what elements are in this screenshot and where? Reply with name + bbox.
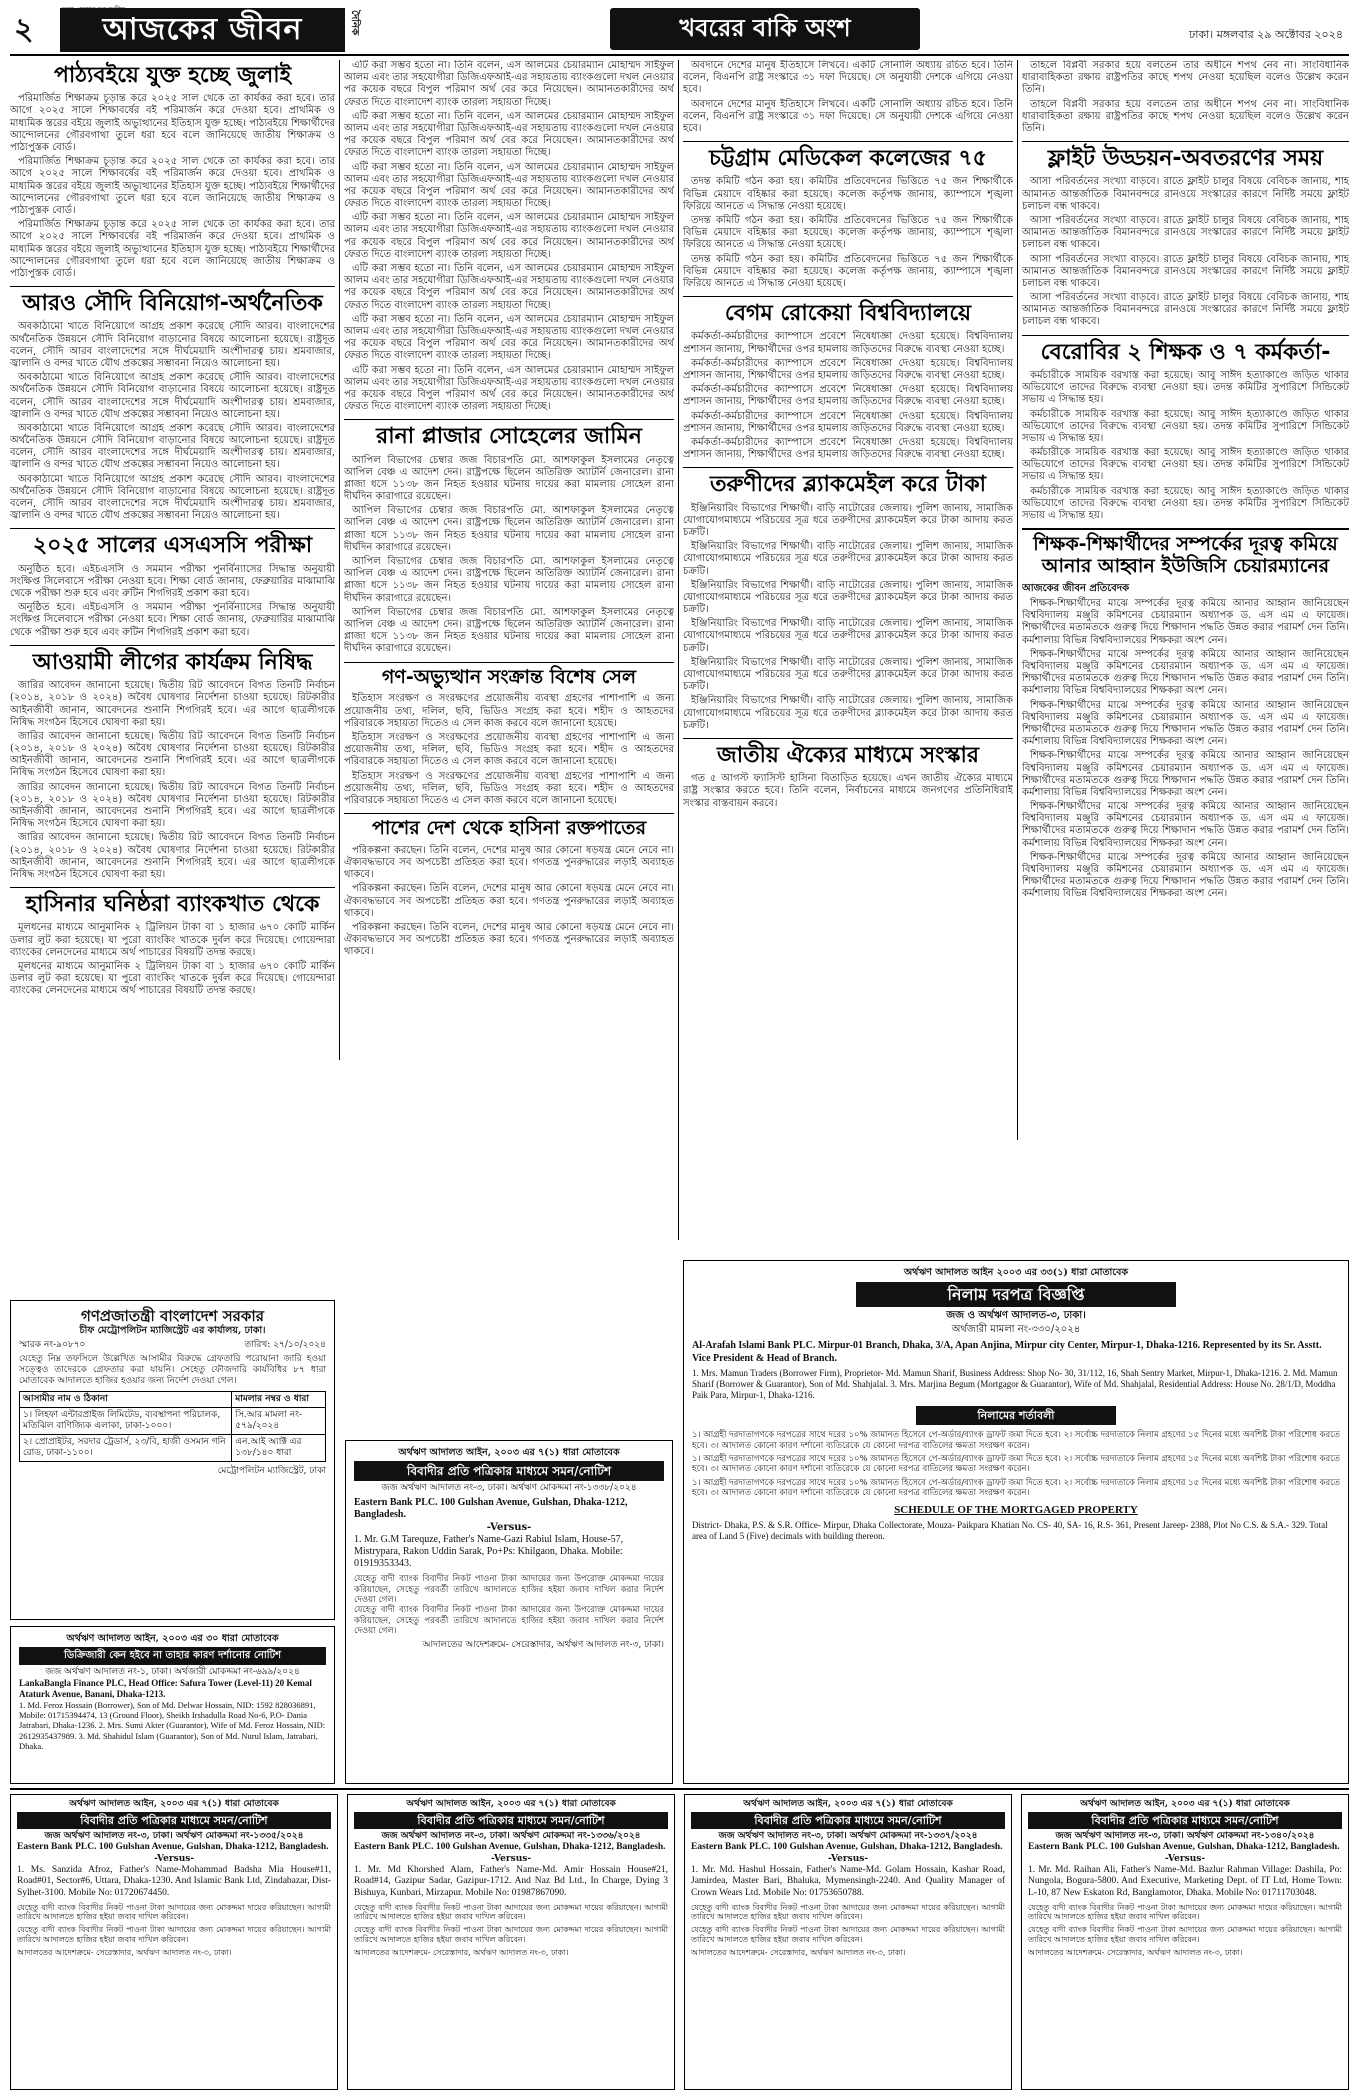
plaintiff: Eastern Bank PLC. 100 Gulshan Avenue, Gulshan, Dhaka-1212, Bangladesh.: [691, 1842, 1003, 1853]
article-body: পরিমার্জিত শিক্ষাক্রম চূড়ান্ত করে ২০২৫ সাল থেকে তা কার্যকর করা হবে। তার আগে ২০২৫ সালে শিক্ষাবর্ষের বই পরিমার্জন করে দেওয়া হবে। প্রাথমিক ও মাধ্যমিক স্তরের বইয়ে জুলাই অভ্যুত্থানের ইতিহাস যুক্ত হচ্ছে। পাঠ্যবইয়ে শিক্ষার্থীদের আন্দোলনের গৌরবগাথা তুলে ধরা হবে বলে জানিয়েছে জাতীয় শিক্ষাক্রম ও পাঠ্যপুস্তক বোর্ড। পরিমার্জিত শিক্ষাক্রম চূড়ান্ত করে ২০২৫ সাল থেকে তা কার্যকর করা হবে। তার আগে ২০২৫ সালে শিক্ষাবর্ষের বই পরিমার্জন করে দেওয়া হবে। প্রাথমিক ও মাধ্যমিক স্তরের বইয়ে জুলাই অভ্যুত্থানের ইতিহাস যুক্ত হচ্ছে। পাঠ্যবইয়ে শিক্ষার্থীদের আন্দোলনের গৌরবগাথা তুলে ধরা হবে বলে জানিয়েছে জাতীয় শিক্ষাক্রম ও পাঠ্যপুস্তক বোর্ড। পরিমার্জিত শিক্ষাক্রম চূড়ান্ত করে ২০২৫ সাল থেকে তা কার্যকর করা হবে। তার আগে ২০২৫ সালে শিক্ষাবর্ষের বই পরিমার্জন করে দেওয়া হবে। প্রাথমিক ও মাধ্যমিক স্তরের বইয়ে জুলাই অভ্যুত্থানের ইতিহাস যুক্ত হচ্ছে। পাঠ্যবইয়ে শিক্ষার্থীদের আন্দোলনের গৌরবগাথা তুলে ধরা হবে বলে জানিয়েছে জাতীয় শিক্ষাক্রম ও পাঠ্যপুস্তক বোর্ড।: [10, 93, 335, 279]
lankabangla-notice: [10, 1626, 335, 1784]
notice-law: অর্থঋণ আদালত আইন, ২০০৩ এর ৭(১) ধারা মোতাবেক: [398, 1447, 620, 1458]
headline: পাশের দেশ থেকে হাসিনা রক্তপাতের: [371, 817, 647, 840]
versus: -Versus-: [1164, 1853, 1206, 1864]
notice-date: তারিখ: ২৭/১০/২০২৪: [244, 1339, 326, 1350]
notice-law: অর্থঋণ আদালত আইন, ২০০৩ এর ৩০ ধারা মোতাবেক: [66, 1633, 279, 1644]
notice-title: নিলাম দরপত্র বিজ্ঞপ্তি: [856, 1282, 1176, 1308]
article: [683, 301, 1013, 461]
article: [344, 60, 674, 413]
table-header: আসামীর নাম ও ঠিকানা: [20, 1391, 232, 1407]
article-body: ইতিহাস সংরক্ষণ ও সংরক্ষণের প্রয়োজনীয় ব্যবস্থা গ্রহণের পাশাপাশি এ জন্য প্রয়োজনীয় তথ্য, দলিল, ছবি, ভিডিও সংগ্রহ করা হবে। শহীদ ও আহতদের পরিবারকে সহায়তা দিতেও এ সেল কাজ করবে বলে জানানো হয়েছে। ইতিহাস সংরক্ষণ ও সংরক্ষণের প্রয়োজনীয় ব্যবস্থা গ্রহণের পাশাপাশি এ জন্য প্রয়োজনীয় তথ্য, দলিল, ছবি, ভিডিও সংগ্রহ করা হবে। শহীদ ও আহতদের পরিবারকে সহায়তা দিতেও এ সেল কাজ করবে বলে জানানো হয়েছে। ইতিহাস সংরক্ষণ ও সংরক্ষণের প্রয়োজনীয় ব্যবস্থা গ্রহণের পাশাপাশি এ জন্য প্রয়োজনীয় তথ্য, দলিল, ছবি, ভিডিও সংগ্রহ করা হবে। শহীদ ও আহতদের পরিবারকে সহায়তা দিতেও এ সেল কাজ করবে বলে জানানো হয়েছে।: [344, 693, 674, 806]
notice-body: যেহেতু বাদী ব্যাংক বিবাদীর নিকট পাওনা টাকা আদায়ের জন্য মোকদ্দমা দায়ের করিয়াছেন। আগামী তারিখে আদালতে হাজির হইয়া জবাব দাখিল করিবেন।: [354, 1925, 668, 1944]
notice-body: যেহেতু বাদী ব্যাংক বিবাদীর নিকট পাওনা টাকা আদায়ের জন্য মোকদ্দমা দায়ের করিয়াছেন। আগামী তারিখে আদালতে হাজির হইয়া জবাব দাখিল করিবেন।: [1028, 1925, 1342, 1944]
column-4: [1022, 60, 1349, 1140]
article-body: অবদানে দেশের মানুষ ইতিহাসে লিখবে। একটি সোনালি অধ্যায় রচিত হবে। তিনি বলেন, বিএনপি রাষ্ট্র সংস্কারে ৩১ দফা দিয়েছে। সে অনুযায়ী দেশকে এগিয়ে নেওয়া হবে। অবদানে দেশের মানুষ ইতিহাসে লিখবে। একটি সোনালি অধ্যায় রচিত হবে। তিনি বলেন, বিএনপি রাষ্ট্র সংস্কারে ৩১ দফা দিয়েছে। সে অনুযায়ী দেশকে এগিয়ে নেওয়া হবে।: [683, 60, 1013, 134]
notice-law: অর্থঋণ আদালত আইন, ২০০৩ এর ৭(১) ধারা মোতাবেক: [406, 1799, 616, 1809]
article-body: কর্মকর্তা-কর্মচারীদের ক্যাম্পাসে প্রবেশে নিষেধাজ্ঞা দেওয়া হয়েছে। বিশ্ববিদ্যালয় প্রশাসন জানায়, শিক্ষার্থীদের ওপর হামলায় জড়িতদের বিরুদ্ধে ব্যবস্থা নেওয়া হচ্ছে। কর্মকর্তা-কর্মচারীদের ক্যাম্পাসে প্রবেশে নিষেধাজ্ঞা দেওয়া হয়েছে। বিশ্ববিদ্যালয় প্রশাসন জানায়, শিক্ষার্থীদের ওপর হামলায় জড়িতদের বিরুদ্ধে ব্যবস্থা নেওয়া হচ্ছে। কর্মকর্তা-কর্মচারীদের ক্যাম্পাসে প্রবেশে নিষেধাজ্ঞা দেওয়া হয়েছে। বিশ্ববিদ্যালয় প্রশাসন জানায়, শিক্ষার্থীদের ওপর হামলায় জড়িতদের বিরুদ্ধে ব্যবস্থা নেওয়া হচ্ছে। কর্মকর্তা-কর্মচারীদের ক্যাম্পাসে প্রবেশে নিষেধাজ্ঞা দেওয়া হয়েছে। বিশ্ববিদ্যালয় প্রশাসন জানায়, শিক্ষার্থীদের ওপর হামলায় জড়িতদের বিরুদ্ধে ব্যবস্থা নেওয়া হচ্ছে। কর্মকর্তা-কর্মচারীদের ক্যাম্পাসে প্রবেশে নিষেধাজ্ঞা দেওয়া হয়েছে। বিশ্ববিদ্যালয় প্রশাসন জানায়, শিক্ষার্থীদের ওপর হামলায় জড়িতদের বিরুদ্ধে ব্যবস্থা নেওয়া হচ্ছে।: [683, 331, 1013, 461]
versus: -Versus-: [827, 1853, 869, 1864]
notice-court: জজ অর্থঋণ আদালত নং-৩, ঢাকা। অর্থঋণ মোকদ্দমা নং-১৩৩৬/২০২৪: [381, 1831, 641, 1842]
bank-summons-notice: [684, 1794, 1012, 2090]
article-body: মূলধনের মাধ্যমে আনুমানিক ২ ট্রিলিয়ন টাকা বা ১ হাজার ৬৭০ কোটি মার্কিন ডলার লুট করা হয়েছে। যা পুরো ব্যাংকিং খাতকে দুর্বল করে দিয়েছে। গোয়েন্দারা ব্যাংকের লেনদেনের মাধ্যমে অর্থ পাচারের বিষয়টি তদন্ত করছে। মূলধনের মাধ্যমে আনুমানিক ২ ট্রিলিয়ন টাকা বা ১ হাজার ৬৭০ কোটি মার্কিন ডলার লুট করা হয়েছে। যা পুরো ব্যাংকিং খাতকে দুর্বল করে দিয়েছে। গোয়েন্দারা ব্যাংকের লেনদেনের মাধ্যমে অর্থ পাচারের বিষয়টি তদন্ত করছে।: [10, 922, 335, 997]
article: [683, 146, 1013, 290]
notice-court: জজ অর্থঋণ আদালত নং-১, ঢাকা। অর্থজারী মোকদ্দমা নং-৬৯৯/২০২৪: [45, 1666, 300, 1677]
bottom-notices: [10, 1788, 1349, 2090]
page-number: ২: [14, 12, 34, 47]
bank-summons-notice: [1021, 1794, 1349, 2090]
article-body: অবকাঠামো খাতে বিনিয়োগে আগ্রহ প্রকাশ করেছে সৌদি আরব। বাংলাদেশের অর্থনৈতিক উন্নয়নে সৌদি বিনিয়োগ বাড়ানোর বিষয়ে আলোচনা হয়েছে। রাষ্ট্রদূত বলেন, সৌদি আরব বাংলাদেশের সঙ্গে দীর্ঘমেয়াদি অংশীদারত্ব চায়। শ্রমবাজার, জ্বালানি ও বন্দর খাতে যৌথ প্রকল্পের সম্ভাবনা নিয়েও আলোচনা হয়। অবকাঠামো খাতে বিনিয়োগে আগ্রহ প্রকাশ করেছে সৌদি আরব। বাংলাদেশের অর্থনৈতিক উন্নয়নে সৌদি বিনিয়োগ বাড়ানোর বিষয়ে আলোচনা হয়েছে। রাষ্ট্রদূত বলেন, সৌদি আরব বাংলাদেশের সঙ্গে দীর্ঘমেয়াদি অংশীদারত্ব চায়। শ্রমবাজার, জ্বালানি ও বন্দর খাতে যৌথ প্রকল্পের সম্ভাবনা নিয়েও আলোচনা হয়। অবকাঠামো খাতে বিনিয়োগে আগ্রহ প্রকাশ করেছে সৌদি আরব। বাংলাদেশের অর্থনৈতিক উন্নয়নে সৌদি বিনিয়োগ বাড়ানোর বিষয়ে আলোচনা হয়েছে। রাষ্ট্রদূত বলেন, সৌদি আরব বাংলাদেশের সঙ্গে দীর্ঘমেয়াদি অংশীদারত্ব চায়। শ্রমবাজার, জ্বালানি ও বন্দর খাতে যৌথ প্রকল্পের সম্ভাবনা নিয়েও আলোচনা হয়। অবকাঠামো খাতে বিনিয়োগে আগ্রহ প্রকাশ করেছে সৌদি আরব। বাংলাদেশের অর্থনৈতিক উন্নয়নে সৌদি বিনিয়োগ বাড়ানোর বিষয়ে আলোচনা হয়েছে। রাষ্ট্রদূত বলেন, সৌদি আরব বাংলাদেশের সঙ্গে দীর্ঘমেয়াদি অংশীদারত্ব চায়। শ্রমবাজার, জ্বালানি ও বন্দর খাতে যৌথ প্রকল্পের সম্ভাবনা নিয়েও আলোচনা হয়।: [10, 321, 335, 522]
notice-body: যেহেতু বাদী ব্যাংক বিবাদীর নিকট পাওনা টাকা আদায়ের জন্য উপরোক্ত মোকদ্দমা দায়ের করিয়াছেন, সেহেতু পরবর্তী তারিখে আদালতে হাজির হইয়া জবাব দাখিল করার নির্দেশ দেওয়া গেল।: [354, 1574, 664, 1606]
headline: তরুণীদের ব্ল্যাকমেইল করে টাকা: [710, 472, 986, 498]
notice-body: যেহেতু বাদী ব্যাংক বিবাদীর নিকট পাওনা টাকা আদায়ের জন্য মোকদ্দমা দায়ের করিয়াছেন। আগামী তারিখে আদালতে হাজির হইয়া জবাব দাখিল করিবেন।: [17, 1902, 331, 1922]
notice-title: বিবাদীর প্রতি পত্রিকার মাধ্যমে সমন/নোটিশ: [691, 1812, 1005, 1829]
article-body: আপিল বিভাগের চেম্বার জজ বিচারপতি মো. আশফাকুল ইসলামের নেতৃত্বে আপিল বেঞ্চ এ আদেশ দেন। রাষ্ট্রপক্ষে ছিলেন অতিরিক্ত অ্যাটর্নি জেনারেল। রানা প্লাজা ধসে ১১৩৮ জন নিহত হওয়ার ঘটনায় দায়ের করা মামলায় সোহেল রানা দীর্ঘদিন কারাগারে রয়েছেন। আপিল বিভাগের চেম্বার জজ বিচারপতি মো. আশফাকুল ইসলামের নেতৃত্বে আপিল বেঞ্চ এ আদেশ দেন। রাষ্ট্রপক্ষে ছিলেন অতিরিক্ত অ্যাটর্নি জেনারেল। রানা প্লাজা ধসে ১১৩৮ জন নিহত হওয়ার ঘটনায় দায়ের করা মামলায় সোহেল রানা দীর্ঘদিন কারাগারে রয়েছেন। আপিল বিভাগের চেম্বার জজ বিচারপতি মো. আশফাকুল ইসলামের নেতৃত্বে আপিল বেঞ্চ এ আদেশ দেন। রাষ্ট্রপক্ষে ছিলেন অতিরিক্ত অ্যাটর্নি জেনারেল। রানা প্লাজা ধসে ১১৩৮ জন নিহত হওয়ার ঘটনায় দায়ের করা মামলায় সোহেল রানা দীর্ঘদিন কারাগারে রয়েছেন। আপিল বিভাগের চেম্বার জজ বিচারপতি মো. আশফাকুল ইসলামের নেতৃত্বে আপিল বেঞ্চ এ আদেশ দেন। রাষ্ট্রপক্ষে ছিলেন অতিরিক্ত অ্যাটর্নি জেনারেল। রানা প্লাজা ধসে ১১৩৮ জন নিহত হওয়ার ঘটনায় দায়ের করা মামলায় সোহেল রানা দীর্ঘদিন কারাগারে রয়েছেন।: [344, 454, 674, 655]
article-body: পরিকল্পনা করছেন। তিনি বলেন, দেশের মানুষ আর কোনো ষড়যন্ত্র মেনে নেবে না। ঐক্যবদ্ধভাবে সব অপচেষ্টা প্রতিহত করা হবে। গণতন্ত্র পুনরুদ্ধারের লড়াই অব্যাহত থাকবে। পরিকল্পনা করছেন। তিনি বলেন, দেশের মানুষ আর কোনো ষড়যন্ত্র মেনে নেবে না। ঐক্যবদ্ধভাবে সব অপচেষ্টা প্রতিহত করা হবে। গণতন্ত্র পুনরুদ্ধারের লড়াই অব্যাহত থাকবে। পরিকল্পনা করছেন। তিনি বলেন, দেশের মানুষ আর কোনো ষড়যন্ত্র মেনে নেবে না। ঐক্যবদ্ধভাবে সব অপচেষ্টা প্রতিহত করা হবে। গণতন্ত্র পুনরুদ্ধারের লড়াই অব্যাহত থাকবে।: [344, 844, 674, 958]
daily-label: দৈনিক: [349, 10, 361, 36]
headline: আরও সৌদি বিনিয়োগ-অর্থনৈতিক: [22, 291, 323, 317]
byline: আজকের জীবন প্রতিবেদক: [1022, 582, 1130, 594]
notice-body: যেহেতু বাদী ব্যাংক বিবাদীর নিকট পাওনা টাকা আদায়ের জন্য মোকদ্দমা দায়ের করিয়াছেন। আগামী তারিখে আদালতে হাজির হইয়া জবাব দাখিল করিবেন।: [691, 1902, 1005, 1922]
table-row: ১। লিহফা এন্টারপ্রাইজ লিমিটেড, ব্যবস্থাপনা পরিচালক, মতিঝিল বাণিজ্যিক এলাকা, ঢাকা-১০০০। সি.আর মামলা নং- ৫৭৯/২০২৪: [20, 1407, 326, 1434]
notice-law: অর্থঋণ আদালত আইন, ২০০৩ এর ৭(১) ধারা মোতাবেক: [69, 1799, 279, 1809]
article-body: এটি করা সম্ভব হতো না। তিনি বলেন, এস আলমের চেয়ারম্যান মোহাম্মদ সাইফুল আলম এবং তার সহযোগীরা ডিজিএফআই-এর সহায়তায় ব্যাংকগুলো দখল নেওয়ার পর কয়েক বছরে বিপুল পরিমাণ অর্থ বের করে নিয়েছেন। আমানতকারীদের অর্থ ফেরত দিতে বাংলাদেশ ব্যাংক তারল্য সহায়তা দিচ্ছে। এটি করা সম্ভব হতো না। তিনি বলেন, এস আলমের চেয়ারম্যান মোহাম্মদ সাইফুল আলম এবং তার সহযোগীরা ডিজিএফআই-এর সহায়তায় ব্যাংকগুলো দখল নেওয়ার পর কয়েক বছরে বিপুল পরিমাণ অর্থ বের করে নিয়েছেন। আমানতকারীদের অর্থ ফেরত দিতে বাংলাদেশ ব্যাংক তারল্য সহায়তা দিচ্ছে। এটি করা সম্ভব হতো না। তিনি বলেন, এস আলমের চেয়ারম্যান মোহাম্মদ সাইফুল আলম এবং তার সহযোগীরা ডিজিএফআই-এর সহায়তায় ব্যাংকগুলো দখল নেওয়ার পর কয়েক বছরে বিপুল পরিমাণ অর্থ বের করে নিয়েছেন। আমানতকারীদের অর্থ ফেরত দিতে বাংলাদেশ ব্যাংক তারল্য সহায়তা দিচ্ছে। এটি করা সম্ভব হতো না। তিনি বলেন, এস আলমের চেয়ারম্যান মোহাম্মদ সাইফুল আলম এবং তার সহযোগীরা ডিজিএফআই-এর সহায়তায় ব্যাংকগুলো দখল নেওয়ার পর কয়েক বছরে বিপুল পরিমাণ অর্থ বের করে নিয়েছেন। আমানতকারীদের অর্থ ফেরত দিতে বাংলাদেশ ব্যাংক তারল্য সহায়তা দিচ্ছে। এটি করা সম্ভব হতো না। তিনি বলেন, এস আলমের চেয়ারম্যান মোহাম্মদ সাইফুল আলম এবং তার সহযোগীরা ডিজিএফআই-এর সহায়তায় ব্যাংকগুলো দখল নেওয়ার পর কয়েক বছরে বিপুল পরিমাণ অর্থ বের করে নিয়েছেন। আমানতকারীদের অর্থ ফেরত দিতে বাংলাদেশ ব্যাংক তারল্য সহায়তা দিচ্ছে। এটি করা সম্ভব হতো না। তিনি বলেন, এস আলমের চেয়ারম্যান মোহাম্মদ সাইফুল আলম এবং তার সহযোগীরা ডিজিএফআই-এর সহায়তায় ব্যাংকগুলো দখল নেওয়ার পর কয়েক বছরে বিপুল পরিমাণ অর্থ বের করে নিয়েছেন। আমানতকারীদের অর্থ ফেরত দিতে বাংলাদেশ ব্যাংক তারল্য সহায়তা দিচ্ছে। এটি করা সম্ভব হতো না। তিনি বলেন, এস আলমের চেয়ারম্যান মোহাম্মদ সাইফুল আলম এবং তার সহযোগীরা ডিজিএফআই-এর সহায়তায় ব্যাংকগুলো দখল নেওয়ার পর কয়েক বছরে বিপুল পরিমাণ অর্থ বের করে নিয়েছেন। আমানতকারীদের অর্থ ফেরত দিতে বাংলাদেশ ব্যাংক তারল্য সহায়তা দিচ্ছে।: [344, 60, 674, 413]
article: [344, 667, 674, 808]
notice-court: জজ অর্থঋণ আদালত নং-৩, ঢাকা। অর্থঋণ মোকদ্দমা নং-১৩৪০/২০২৪: [1055, 1831, 1315, 1842]
bank-summons-notice: [10, 1794, 338, 2090]
column-2: [344, 60, 674, 1060]
defendant: 1. Mr. Md. Hashul Hossain, Father's Name-Md. Golam Hossain, Kashar Road, Jamirdea, Master Bari, Bhaluka, Mymensingh-2240. And Quality Manager of Crown Wears Ltd. Mobile No: 01753650788.: [691, 1864, 1005, 1899]
headline: পাঠ্যবইয়ে যুক্ত হচ্ছে জুলাই: [53, 63, 292, 88]
defendants: 1. Mrs. Mamun Traders (Borrower Firm), Proprietor- Md. Mamun Sharif, Business Address: Shop No- 30, 31/112, 16, Shah Sentry Market, Mirpur-1, Dhaka-1216. 2. Md. Mamun Sharif (Borrower & Guarantor), Son of Md. Shahjalal. 3. Mrs. Marjina Begum (Mortgagor & Guarantor), Wife of Md. Shahjalal, Residential Address: House No. 28/1/D, Moddha Paik Para, Mirpur-1, Dhaka-1216.: [692, 1367, 1338, 1400]
headline: বেরোবির ২ শিক্ষক ও ৭ কর্মকর্তা-: [1040, 339, 1331, 365]
article-body: শিক্ষক-শিক্ষার্থীদের মাঝে সম্পর্কের দূরত্ব কমিয়ে আনার আহ্বান জানিয়েছেন বিশ্ববিদ্যালয় মঞ্জুরি কমিশনের চেয়ারম্যান অধ্যাপক ড. এস এম এ ফায়েজ। শিক্ষার্থীদের মতামতকে গুরুত্ব দিয়ে শিক্ষাদান পদ্ধতি উন্নত করার পরামর্শ দেন তিনি। কর্মশালায় বিভিন্ন বিশ্ববিদ্যালয়ের শিক্ষকরা অংশ নেন। শিক্ষক-শিক্ষার্থীদের মাঝে সম্পর্কের দূরত্ব কমিয়ে আনার আহ্বান জানিয়েছেন বিশ্ববিদ্যালয় মঞ্জুরি কমিশনের চেয়ারম্যান অধ্যাপক ড. এস এম এ ফায়েজ। শিক্ষার্থীদের মতামতকে গুরুত্ব দিয়ে শিক্ষাদান পদ্ধতি উন্নত করার পরামর্শ দেন তিনি। কর্মশালায় বিভিন্ন বিশ্ববিদ্যালয়ের শিক্ষকরা অংশ নেন। শিক্ষক-শিক্ষার্থীদের মাঝে সম্পর্কের দূরত্ব কমিয়ে আনার আহ্বান জানিয়েছেন বিশ্ববিদ্যালয় মঞ্জুরি কমিশনের চেয়ারম্যান অধ্যাপক ড. এস এম এ ফায়েজ। শিক্ষার্থীদের মতামতকে গুরুত্ব দিয়ে শিক্ষাদান পদ্ধতি উন্নত করার পরামর্শ দেন তিনি। কর্মশালায় বিভিন্ন বিশ্ববিদ্যালয়ের শিক্ষকরা অংশ নেন। শিক্ষক-শিক্ষার্থীদের মাঝে সম্পর্কের দূরত্ব কমিয়ে আনার আহ্বান জানিয়েছেন বিশ্ববিদ্যালয় মঞ্জুরি কমিশনের চেয়ারম্যান অধ্যাপক ড. এস এম এ ফায়েজ। শিক্ষার্থীদের মতামতকে গুরুত্ব দিয়ে শিক্ষাদান পদ্ধতি উন্নত করার পরামর্শ দেন তিনি। কর্মশালায় বিভিন্ন বিশ্ববিদ্যালয়ের শিক্ষকরা অংশ নেন। শিক্ষক-শিক্ষার্থীদের মাঝে সম্পর্কের দূরত্ব কমিয়ে আনার আহ্বান জানিয়েছেন বিশ্ববিদ্যালয় মঞ্জুরি কমিশনের চেয়ারম্যান অধ্যাপক ড. এস এম এ ফায়েজ। শিক্ষার্থীদের মতামতকে গুরুত্ব দিয়ে শিক্ষাদান পদ্ধতি উন্নত করার পরামর্শ দেন তিনি। কর্মশালায় বিভিন্ন বিশ্ববিদ্যালয়ের শিক্ষকরা অংশ নেন। শিক্ষক-শিক্ষার্থীদের মাঝে সম্পর্কের দূরত্ব কমিয়ে আনার আহ্বান জানিয়েছেন বিশ্ববিদ্যালয় মঞ্জুরি কমিশনের চেয়ারম্যান অধ্যাপক ড. এস এম এ ফায়েজ। শিক্ষার্থীদের মতামতকে গুরুত্ব দিয়ে শিক্ষাদান পদ্ধতি উন্নত করার পরামর্শ দেন তিনি। কর্মশালায় বিভিন্ন বিশ্ববিদ্যালয়ের শিক্ষকরা অংশ নেন।: [1022, 598, 1349, 900]
signature: আদালতের আদেশক্রমে- সেরেস্তাদার, অর্থঋণ আদালত নং-৩, ঢাকা।: [17, 1947, 232, 1957]
article: [10, 533, 335, 638]
bank-summons-notice: [347, 1794, 675, 2090]
headline: জাতীয় ঐক্যের মাধ্যমে সংস্কার: [717, 742, 979, 768]
versus: -Versus-: [486, 1521, 532, 1533]
headline: আওয়ামী লীগের কার্যক্রম নিষিদ্ধ: [32, 649, 313, 675]
table-header: মামলার নম্বর ও ধারা: [232, 1391, 326, 1407]
article: [1022, 534, 1349, 900]
notice-title: বিবাদীর প্রতি পত্রিকার মাধ্যমে সমন/নোটিশ: [354, 1812, 668, 1829]
article-body: ইঞ্জিনিয়ারিং বিভাগের শিক্ষার্থী। বাড়ি নাটোরের জেলায়। পুলিশ জানায়, সামাজিক যোগাযোগমাধ্যমে পরিচয়ের সূত্র ধরে তরুণীদের ব্ল্যাকমেইল করে টাকা আদায় করত চক্রটি। ইঞ্জিনিয়ারিং বিভাগের শিক্ষার্থী। বাড়ি নাটোরের জেলায়। পুলিশ জানায়, সামাজিক যোগাযোগমাধ্যমে পরিচয়ের সূত্র ধরে তরুণীদের ব্ল্যাকমেইল করে টাকা আদায় করত চক্রটি। ইঞ্জিনিয়ারিং বিভাগের শিক্ষার্থী। বাড়ি নাটোরের জেলায়। পুলিশ জানায়, সামাজিক যোগাযোগমাধ্যমে পরিচয়ের সূত্র ধরে তরুণীদের ব্ল্যাকমেইল করে টাকা আদায় করত চক্রটি। ইঞ্জিনিয়ারিং বিভাগের শিক্ষার্থী। বাড়ি নাটোরের জেলায়। পুলিশ জানায়, সামাজিক যোগাযোগমাধ্যমে পরিচয়ের সূত্র ধরে তরুণীদের ব্ল্যাকমেইল করে টাকা আদায় করত চক্রটি। ইঞ্জিনিয়ারিং বিভাগের শিক্ষার্থী। বাড়ি নাটোরের জেলায়। পুলিশ জানায়, সামাজিক যোগাযোগমাধ্যমে পরিচয়ের সূত্র ধরে তরুণীদের ব্ল্যাকমেইল করে টাকা আদায় করত চক্রটি। ইঞ্জিনিয়ারিং বিভাগের শিক্ষার্থী। বাড়ি নাটোরের জেলায়। পুলিশ জানায়, সামাজিক যোগাযোগমাধ্যমে পরিচয়ের সূত্র ধরে তরুণীদের ব্ল্যাকমেইল করে টাকা আদায় করত চক্রটি।: [683, 502, 1013, 731]
article-body: আসা পরিবর্তনের সংখ্যা বাড়বে। রাতে ফ্লাইট চালুর বিষয়ে বেবিচক জানায়, শাহ আমানত আন্তর্জাতিক বিমানবন্দরে রানওয়ে সংস্কারের কারণে নির্দিষ্ট সময়ে ফ্লাইট চলাচল বন্ধ থাকবে। আসা পরিবর্তনের সংখ্যা বাড়বে। রাতে ফ্লাইট চালুর বিষয়ে বেবিচক জানায়, শাহ আমানত আন্তর্জাতিক বিমানবন্দরে রানওয়ে সংস্কারের কারণে নির্দিষ্ট সময়ে ফ্লাইট চলাচল বন্ধ থাকবে। আসা পরিবর্তনের সংখ্যা বাড়বে। রাতে ফ্লাইট চালুর বিষয়ে বেবিচক জানায়, শাহ আমানত আন্তর্জাতিক বিমানবন্দরে রানওয়ে সংস্কারের কারণে নির্দিষ্ট সময়ে ফ্লাইট চলাচল বন্ধ থাকবে। আসা পরিবর্তনের সংখ্যা বাড়বে। রাতে ফ্লাইট চালুর বিষয়ে বেবিচক জানায়, শাহ আমানত আন্তর্জাতিক বিমানবন্দরে রানওয়ে সংস্কারের কারণে নির্দিষ্ট সময়ে ফ্লাইট চলাচল বন্ধ থাকবে।: [1022, 176, 1349, 328]
article-body: তাহলে বিপ্লবী সরকার হয়ে বলতেন তার অধীনে শপথ নেব না। সাংবিধানিক ধারাবাহিকতা রক্ষায় রাষ্ট্রপতির কাছে শপথ নেওয়া হয়েছিল বলেও উল্লেখ করেন তিনি। তাহলে বিপ্লবী সরকার হয়ে বলতেন তার অধীনে শপথ নেব না। সাংবিধানিক ধারাবাহিকতা রক্ষায় রাষ্ট্রপতির কাছে শপথ নেওয়া হয়েছিল বলেও উল্লেখ করেন তিনি।: [1022, 60, 1349, 134]
schedule-text: District- Dhaka, P.S. & S.R. Office- Mirpur, Dhaka Collectorate, Mouza- Paikpara Khatian No. CS- 40, SA- 16, R.S- 361, Present Jareep- 2388, Plot No C.S. & S.A.- 329. Total area of Land 5 (Five) decimals with building thereon.: [692, 1519, 1328, 1541]
headline: বেগম রোকেয়া বিশ্ববিদ্যালয়ে: [724, 301, 972, 327]
notice-body: যেহেতু বাদী ব্যাংক বিবাদীর নিকট পাওনা টাকা আদায়ের জন্য মোকদ্দমা দায়ের করিয়াছেন। আগামী তারিখে আদালতে হাজির হইয়া জবাব দাখিল করিবেন।: [1028, 1902, 1342, 1922]
plaintiff: Eastern Bank PLC. 100 Gulshan Avenue, Gulshan, Dhaka-1212, Bangladesh.: [354, 1497, 628, 1521]
notice-body: যেহেতু নিম্ন তফসিলে উল্লেখিত আসামীর বিরুদ্ধে গ্রেফতারি পরোয়ানা জারি হওয়া সত্ত্বেও তাদেরকে গ্রেফতার করা যায়নি। সেহেতু ফৌজদারি কার্যবিধির ৮৭ ধারা মোতাবেক আদালতে হাজির হওয়ার জন্য নির্দেশ দেওয়া গেল।: [19, 1353, 326, 1386]
article: [10, 892, 335, 997]
defendant: 1. Mr. Md Khorshed Alam, Father's Name-Md. Amir Hossain House#21, Road#14, Gazipur Sadar, Gazipur-1712. And Naz Bd Ltd., In Charge, Dying 3 Bishuya, Kunbari, Mirzapur. Mobile No: 01987867090.: [354, 1864, 668, 1899]
article: [10, 650, 335, 881]
defendant: 1. Mr. G.M Tarequze, Father's Name-Gazi Rabiul Islam, House-57, Mistrypara, Rakon Uddin Sarak, Po+Ps: Khilgaon, Dhaka. Mobile: 01919353343.: [354, 1533, 624, 1570]
notice-body: যেহেতু বাদী ব্যাংক বিবাদীর নিকট পাওনা টাকা আদায়ের জন্য মোকদ্দমা দায়ের করিয়াছেন। আগামী তারিখে আদালতে হাজির হইয়া জবাব দাখিল করিবেন।: [17, 1925, 331, 1944]
headline: শিক্ষক-শিক্ষার্থীদের সম্পর্কের দূরত্ব কমিয়ে আনার আহ্বান ইউজিসি চেয়ারম্যানের: [1033, 533, 1338, 578]
article-body: গত ৫ আগস্ট ফ্যাসিস্ট হাসিনা বিতাড়িত হয়েছে। এখন জাতীয় ঐক্যের মাধ্যমে রাষ্ট্র সংস্কার করতে হবে। তিনি বলেন, নির্বাচনের মাধ্যমে জনগণের প্রতিনিধিরাই সংস্কার বাস্তবায়ন করবে।: [683, 773, 1013, 809]
case-number: অর্থজারী মামলা নং-৩৩০/২০২৪: [951, 1324, 1081, 1336]
masthead: [10, 6, 1349, 56]
newspaper-logo: আজকের জীবন: [60, 8, 345, 52]
plaintiff: Eastern Bank PLC. 100 Gulshan Avenue, Gulshan, Dhaka-1212, Bangladesh.: [354, 1842, 666, 1853]
court-notice: [10, 1300, 335, 1620]
headline: গণ-অভ্যুত্থান সংক্রান্ত বিশেষ সেল: [381, 665, 637, 688]
signature: মেট্রোপলিটন ম্যাজিস্ট্রেট, ঢাকা: [217, 1465, 326, 1476]
section-banner: খবরের বাকি অংশ: [610, 8, 920, 50]
eastern-bank-notice: অর্থঋণ আদালত আইন, ২০০৩ এর ৭(১) ধারা মোতাবেক বিবাদীর প্রতি পত্রিকার মাধ্যমে সমন/নোটিশ জজ অর্থঋণ আদালত নং-৩, ঢাকা। অর্থঋণ মোকদ্দমা নং-১৩৩৮/২০২৪ Eastern Bank PLC. 100 Gulshan Avenue, Gulshan, Dhaka-1212, Bangladesh. -Versus- 1. Mr. G.M Tarequze, Father's Name-Gazi Rabiul Islam, House-57, Mistrypara, Rakon Uddin Sarak, Po+Ps: Khilgaon, Dhaka. Mobile: 01919353343. যেহেতু বাদী ব্যাংক বিবাদীর নিকট পাওনা টাকা আদায়ের জন্য উপরোক্ত মোকদ্দমা দায়ের করিয়াছেন, সেহেতু পরবর্তী তারিখে আদালতে হাজির হইয়া জবাব দাখিল করার নির্দেশ দেওয়া গেল। যেহেতু বাদী ব্যাংক বিবাদীর নিকট পাওনা টাকা আদায়ের জন্য উপরোক্ত মোকদ্দমা দায়ের করিয়াছেন, সেহেতু পরবর্তী তারিখে আদালতে হাজির হইয়া জবাব দাখিল করার নির্দেশ দেওয়া গেল। আদালতের আদেশক্রমে- সেরেস্তাদার, অর্থঋণ আদালত নং-৩, ঢাকা।: [345, 1440, 673, 1784]
article: [683, 60, 1013, 135]
schedule-title: SCHEDULE OF THE MORTGAGED PROPERTY: [894, 1504, 1138, 1517]
notice-court: জজ অর্থঋণ আদালত নং-৩, ঢাকা। অর্থঋণ মোকদ্দমা নং-১৩৩৫/২০২৪: [44, 1831, 304, 1842]
notice-subtitle: চীফ মেট্রোপলিটন ম্যাজিস্ট্রেট এর কার্যালয়, ঢাকা।: [79, 1325, 266, 1337]
headline: হাসিনার ঘনিষ্ঠরা ব্যাংকখাত থেকে: [25, 892, 320, 918]
notice-title: বিবাদীর প্রতি পত্রিকার মাধ্যমে সমন/নোটিশ: [1028, 1812, 1342, 1829]
headline: ফ্লাইট উড্ডয়ন-অবতরণের সময়: [1047, 146, 1324, 172]
notice-law: অর্থঋণ আদালত আইন, ২০০৩ এর ৭(১) ধারা মোতাবেক: [743, 1799, 953, 1809]
notice-court: জজ অর্থঋণ আদালত নং-৩, ঢাকা। অর্থঋণ মোকদ্দমা নং-১৩৩৮/২০২৪: [381, 1483, 637, 1494]
plaintiff: Eastern Bank PLC. 100 Gulshan Avenue, Gulshan, Dhaka-1212, Bangladesh.: [1028, 1842, 1340, 1853]
article: [344, 424, 674, 655]
article: [1022, 146, 1349, 329]
headline: ২০২৫ সালের এসএসসি পরীক্ষা: [32, 533, 313, 559]
defendant: 1. Ms. Sanzida Afroz, Father's Name-Mohammad Badsha Mia House#11, Road#01, Sector#6, Uttara, Dhaka-1230. And Islamic Bank Ltd, Zindabazar, Dist-Sylhet-3100. Mobile No: 01720674450.: [17, 1864, 331, 1899]
article-body: অনুষ্ঠিত হবে। এইচএসসি ও সমমান পরীক্ষা পুনর্বিন্যাসের সিদ্ধান্ত অনুযায়ী সংক্ষিপ্ত সিলেবাসে পরীক্ষা নেওয়া হবে। শিক্ষা বোর্ড জানায়, ফেব্রুয়ারির মাঝামাঝি থেকে পরীক্ষা শুরু হবে এবং রুটিন শিগগিরই প্রকাশ করা হবে। অনুষ্ঠিত হবে। এইচএসসি ও সমমান পরীক্ষা পুনর্বিন্যাসের সিদ্ধান্ত অনুযায়ী সংক্ষিপ্ত সিলেবাসে পরীক্ষা নেওয়া হবে। শিক্ষা বোর্ড জানায়, ফেব্রুয়ারির মাঝামাঝি থেকে পরীক্ষা শুরু হবে এবং রুটিন শিগগিরই প্রকাশ করা হবে।: [10, 563, 335, 638]
accused-table: [19, 1391, 326, 1462]
defendants: 1. Md. Feroz Hossain (Borrower), Son of Md. Delwar Hossain, NID: 1592 828036891, Mobile: 01715394474, 13 (Ground Floor), Sheikh Irshadulla Road No-6, P.O- Dania Jatrabari, Dhaka-1236. 2. Mrs. Sumi Akter (Guarantor), Wife of Md. Feroz Hossain, NID: 2612935437989. 3. Md. Shahidul Islam (Guarantor), Son of Md. Nurul Islam, Jatrabari, Dhaka.: [19, 1699, 326, 1752]
signature: আদালতের আদেশক্রমে- সেরেস্তাদার, অর্থঋণ আদালত নং-৩, ঢাকা।: [354, 1947, 569, 1957]
versus: -Versus-: [490, 1853, 532, 1864]
auction-terms: ১। আগ্রহী দরদাতাগণকে দরপত্রের সাথে দরের ১০% জামানত হিসেবে পে-অর্ডার/ব্যাংক ড্রাফট জমা দিতে হবে। ২। সর্বোচ্চ দরদাতাকে নিলাম গ্রহণের ১৫ দিনের মধ্যে অবশিষ্ট টাকা পরিশোধ করতে হবে। ৩। আদালত কোনো কারণ দর্শানো ব্যতিরেকে যে কোনো দরপত্র বাতিলের ক্ষমতা সংরক্ষণ করেন।: [692, 1430, 1340, 1451]
dateline: ঢাকা। মঙ্গলবার ২৯ অক্টোবর ২০২৪: [1188, 28, 1343, 41]
article-body: তদন্ত কমিটি গঠন করা হয়। কমিটির প্রতিবেদনের ভিত্তিতে ৭৫ জন শিক্ষার্থীকে বিভিন্ন মেয়াদে বহিষ্কার করা হয়েছে। কলেজ কর্তৃপক্ষ জানায়, ক্যাম্পাসে শৃঙ্খলা ফিরিয়ে আনতে এ সিদ্ধান্ত নেওয়া হয়েছে। তদন্ত কমিটি গঠন করা হয়। কমিটির প্রতিবেদনের ভিত্তিতে ৭৫ জন শিক্ষার্থীকে বিভিন্ন মেয়াদে বহিষ্কার করা হয়েছে। কলেজ কর্তৃপক্ষ জানায়, ক্যাম্পাসে শৃঙ্খলা ফিরিয়ে আনতে এ সিদ্ধান্ত নেওয়া হয়েছে। তদন্ত কমিটি গঠন করা হয়। কমিটির প্রতিবেদনের ভিত্তিতে ৭৫ জন শিক্ষার্থীকে বিভিন্ন মেয়াদে বহিষ্কার করা হয়েছে। কলেজ কর্তৃপক্ষ জানায়, ক্যাম্পাসে শৃঙ্খলা ফিরিয়ে আনতে এ সিদ্ধান্ত নেওয়া হয়েছে।: [683, 176, 1013, 289]
plaintiff: Eastern Bank PLC. 100 Gulshan Avenue, Gulshan, Dhaka-1212, Bangladesh.: [17, 1842, 329, 1853]
headline: চট্টগ্রাম মেডিকেল কলেজের ৭৫: [709, 146, 987, 172]
signature: আদালতের আদেশক্রমে- সেরেস্তাদার, অর্থঋণ আদালত নং-৩, ঢাকা।: [691, 1947, 906, 1957]
article: [1022, 60, 1349, 135]
notice-title: গণপ্রজাতন্ত্রী বাংলাদেশ সরকার: [81, 1307, 264, 1325]
notice-body: যেহেতু বাদী ব্যাংক বিবাদীর নিকট পাওনা টাকা আদায়ের জন্য মোকদ্দমা দায়ের করিয়াছেন। আগামী তারিখে আদালতে হাজির হইয়া জবাব দাখিল করিবেন।: [691, 1925, 1005, 1944]
terms-header: নিলামের শর্তাবলী: [916, 1406, 1116, 1425]
article: [1022, 340, 1349, 523]
auction-notice: অর্থঋণ আদালত আইন ২০০৩ এর ৩৩(১) ধারা মোতাবেক নিলাম দরপত্র বিজ্ঞপ্তি জজ ও অর্থঋণ আদালত-৩, ঢাকা। অর্থজারী মামলা নং-৩৩০/২০২৪ Al-Arafah Islami Bank PLC. Mirpur-01 Branch, Dhaka, 3/A, Apan Anjina, Mirpur city Center, Mirpur-1, Dhaka-1216. Represented by its Sr. Asstt. Vice President & Head of Branch. 1. Mrs. Mamun Traders (Borrower Firm), Proprietor- Md. Mamun Sharif, Business Address: Shop No- 30, 31/112, 16, Shah Sentry Market, Mirpur-1, Dhaka-1216. 2. Md. Mamun Sharif (Borrower & Guarantor), Son of Md. Shahjalal. 3. Mrs. Marjina Begum (Mortgagor & Guarantor), Wife of Md. Shahjalal, Residential Address: House No. 28/1/D, Moddha Paik Para, Mirpur-1, Dhaka-1216. নিলামের শর্তাবলী ১। আগ্রহী দরদাতাগণকে দরপত্রের সাথে দরের ১০% জামানত হিসেবে পে-অর্ডার/ব্যাংক ড্রাফট জমা দিতে হবে। ২। সর্বোচ্চ দরদাতাকে নিলাম গ্রহণের ১৫ দিনের মধ্যে অবশিষ্ট টাকা পরিশোধ করতে হবে। ৩। আদালত কোনো কারণ দর্শানো ব্যতিরেকে যে কোনো দরপত্র বাতিলের ক্ষমতা সংরক্ষণ করেন। ১। আগ্রহী দরদাতাগণকে দরপত্রের সাথে দরের ১০% জামানত হিসেবে পে-অর্ডার/ব্যাংক ড্রাফট জমা দিতে হবে। ২। সর্বোচ্চ দরদাতাকে নিলাম গ্রহণের ১৫ দিনের মধ্যে অবশিষ্ট টাকা পরিশোধ করতে হবে। ৩। আদালত কোনো কারণ দর্শানো ব্যতিরেকে যে কোনো দরপত্র বাতিলের ক্ষমতা সংরক্ষণ করেন। ১। আগ্রহী দরদাতাগণকে দরপত্রের সাথে দরের ১০% জামানত হিসেবে পে-অর্ডার/ব্যাংক ড্রাফট জমা দিতে হবে। ২। সর্বোচ্চ দরদাতাকে নিলাম গ্রহণের ১৫ দিনের মধ্যে অবশিষ্ট টাকা পরিশোধ করতে হবে। ৩। আদালত কোনো কারণ দর্শানো ব্যতিরেকে যে কোনো দরপত্র বাতিলের ক্ষমতা সংরক্ষণ করেন। SCHEDULE OF THE MORTGAGED PROPERTY District- Dhaka, P.S. & S.R. Office- Mirpur, Dhaka Collectorate, Mouza- Paikpara Khatian No. CS- 40, SA- 16, R.S- 361, Present Jareep- 2388, Plot No C.S. & S.A.- 329. Total area of Land 5 (Five) decimals with building thereon.: [683, 1260, 1349, 1784]
notice-law: অর্থঋণ আদালত আইন ২০০৩ এর ৩৩(১) ধারা মোতাবেক: [903, 1267, 1129, 1278]
versus: -Versus-: [153, 1853, 195, 1864]
memo-number: স্মারক নং-৯০৮৭০: [19, 1339, 86, 1350]
article-body: জারির আবেদন জানানো হয়েছে। দ্বিতীয় রিট আবেদনে বিগত তিনটি নির্বাচন (২০১৪, ২০১৮ ও ২০২৪) অবৈধ ঘোষণার নির্দেশনা চাওয়া হয়েছে। রিটকারীর আইনজীবী জানান, আবেদনের শুনানি শিগগিরই হবে। এর আগে ছাত্রলীগকে নিষিদ্ধ সংগঠন হিসেবে ঘোষণা করা হয়। জারির আবেদন জানানো হয়েছে। দ্বিতীয় রিট আবেদনে বিগত তিনটি নির্বাচন (২০১৪, ২০১৮ ও ২০২৪) অবৈধ ঘোষণার নির্দেশনা চাওয়া হয়েছে। রিটকারীর আইনজীবী জানান, আবেদনের শুনানি শিগগিরই হবে। এর আগে ছাত্রলীগকে নিষিদ্ধ সংগঠন হিসেবে ঘোষণা করা হয়। জারির আবেদন জানানো হয়েছে। দ্বিতীয় রিট আবেদনে বিগত তিনটি নির্বাচন (২০১৪, ২০১৮ ও ২০২৪) অবৈধ ঘোষণার নির্দেশনা চাওয়া হয়েছে। রিটকারীর আইনজীবী জানান, আবেদনের শুনানি শিগগিরই হবে। এর আগে ছাত্রলীগকে নিষিদ্ধ সংগঠন হিসেবে ঘোষণা করা হয়। জারির আবেদন জানানো হয়েছে। দ্বিতীয় রিট আবেদনে বিগত তিনটি নির্বাচন (২০১৪, ২০১৮ ও ২০২৪) অবৈধ ঘোষণার নির্দেশনা চাওয়া হয়েছে। রিটকারীর আইনজীবী জানান, আবেদনের শুনানি শিগগিরই হবে। এর আগে ছাত্রলীগকে নিষিদ্ধ সংগঠন হিসেবে ঘোষণা করা হয়।: [10, 680, 335, 880]
article: [10, 63, 335, 280]
column-1: [10, 60, 335, 1300]
article: [683, 743, 1013, 810]
defendant: 1. Mr. Md. Raihan Ali, Father's Name-Md. Bazlur Rahman Village: Dashila, Po: Nungola, Bogura-5800. And Executive, Marketing Dept. of IT Ltd, Home Town: L-10, 87 New Eskaton Rd, Banglamotor, Dhaka. Mobile No: 01711703048.: [1028, 1864, 1342, 1899]
article: [344, 818, 674, 959]
notice-title: বিবাদীর প্রতি পত্রিকার মাধ্যমে সমন/নোটিশ: [17, 1812, 331, 1829]
notice-title: ডিক্রিজারী কেন হইবে না তাহার কারণ দর্শানোর নোটিশ: [19, 1647, 326, 1665]
article: [683, 472, 1013, 732]
notice-body: যেহেতু বাদী ব্যাংক বিবাদীর নিকট পাওনা টাকা আদায়ের জন্য মোকদ্দমা দায়ের করিয়াছেন। আগামী তারিখে আদালতে হাজির হইয়া জবাব দাখিল করিবেন।: [354, 1902, 668, 1922]
signature: আদালতের আদেশক্রমে- সেরেস্তাদার, অর্থঋণ আদালত নং-৩, ঢাকা।: [1028, 1947, 1243, 1957]
notice-law: অর্থঋণ আদালত আইন, ২০০৩ এর ৭(১) ধারা মোতাবেক: [1080, 1799, 1290, 1809]
column-3: [683, 60, 1013, 1230]
notice-court: জজ ও অর্থঋণ আদালত-৩, ঢাকা।: [946, 1310, 1086, 1322]
table-row: ২। প্রোপ্রাইটর, সরদার ট্রেডার্স, ২৩/বি, হাজী ওসমান গনি রোড, ঢাকা-১১০০। এন.আই অ্যাক্ট এর ১৩৮/১৪০ ধারা: [20, 1434, 326, 1461]
plaintiff: Al-Arafah Islami Bank PLC. Mirpur-01 Branch, Dhaka, 3/A, Apan Anjina, Mirpur city Center, Mirpur-1, Dhaka-1216. Represented by its Sr. Asstt. Vice President & Head of Branch.: [692, 1340, 1322, 1364]
notice-title: বিবাদীর প্রতি পত্রিকার মাধ্যমে সমন/নোটিশ: [354, 1461, 664, 1482]
article-body: কর্মচারীকে সাময়িক বরখাস্ত করা হয়েছে। আবু সাঈদ হত্যাকাণ্ডে জড়িত থাকার অভিযোগে তাদের বিরুদ্ধে ব্যবস্থা নেওয়া হয়। তদন্ত কমিটির সুপারিশে সিন্ডিকেট সভায় এ সিদ্ধান্ত হয়। কর্মচারীকে সাময়িক বরখাস্ত করা হয়েছে। আবু সাঈদ হত্যাকাণ্ডে জড়িত থাকার অভিযোগে তাদের বিরুদ্ধে ব্যবস্থা নেওয়া হয়। তদন্ত কমিটির সুপারিশে সিন্ডিকেট সভায় এ সিদ্ধান্ত হয়। কর্মচারীকে সাময়িক বরখাস্ত করা হয়েছে। আবু সাঈদ হত্যাকাণ্ডে জড়িত থাকার অভিযোগে তাদের বিরুদ্ধে ব্যবস্থা নেওয়া হয়। তদন্ত কমিটির সুপারিশে সিন্ডিকেট সভায় এ সিদ্ধান্ত হয়। কর্মচারীকে সাময়িক বরখাস্ত করা হয়েছে। আবু সাঈদ হত্যাকাণ্ডে জড়িত থাকার অভিযোগে তাদের বিরুদ্ধে ব্যবস্থা নেওয়া হয়। তদন্ত কমিটির সুপারিশে সিন্ডিকেট সভায় এ সিদ্ধান্ত হয়।: [1022, 369, 1349, 522]
article: [10, 291, 335, 522]
notice-court: জজ অর্থঋণ আদালত নং-৩, ঢাকা। অর্থঋণ মোকদ্দমা নং-১৩৩৭/২০২৪: [718, 1831, 978, 1842]
headline: রানা প্লাজার সোহেলের জামিন: [376, 424, 642, 450]
plaintiff: LankaBangla Finance PLC, Head Office: Safura Tower (Level-11) 20 Kemal Ataturk Avenue, Banani, Dhaka-1213.: [19, 1677, 312, 1699]
signature: আদালতের আদেশক্রমে- সেরেস্তাদার, অর্থঋণ আদালত নং-৩, ঢাকা।: [422, 1640, 664, 1651]
